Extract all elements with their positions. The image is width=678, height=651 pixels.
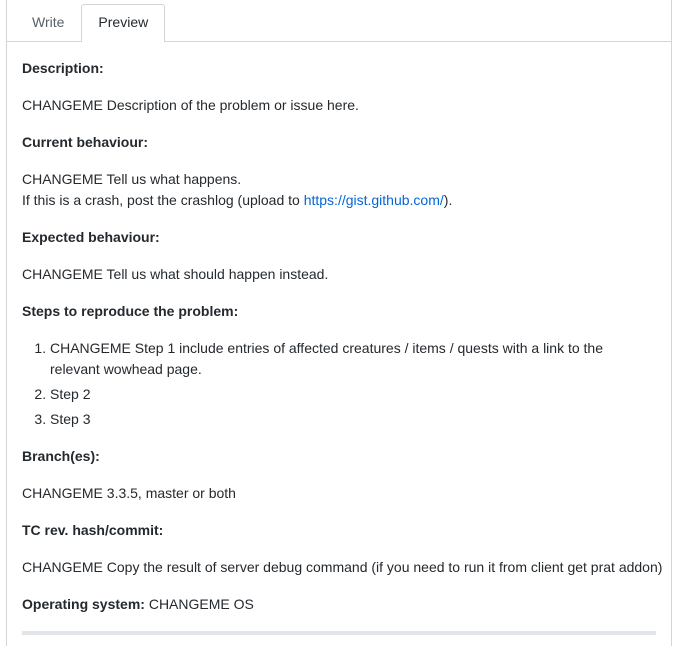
current-behaviour-line-1: CHANGEME Tell us what happens. [22,171,242,187]
tabnav-tabs [15,0,671,41]
list-item: 2. Step 2 [50,384,656,405]
tcrev-heading-paragraph [22,520,656,541]
horizontal-rule [22,631,656,635]
steps-heading-paragraph [22,301,656,322]
comment-form-container [6,0,672,646]
tcrev-text: CHANGEME Copy the result of server debug command (if you need to run it from client get prat addon) [22,559,663,575]
branch-text: CHANGEME 3.3.5, master or both [22,485,236,501]
tab-write[interactable]: Write [32,14,65,31]
operating-system-heading: Operating system: [22,596,145,612]
tab-preview[interactable]: Preview [81,4,165,42]
list-item: 1. CHANGEME Step 1 include entries of affected creatures / items / quests with a link to the relevant wowhead page. [50,338,656,380]
operating-system-paragraph [22,594,656,615]
steps-list [22,338,656,430]
steps-heading: Steps to reproduce the problem: [22,303,239,319]
expected-behaviour-heading-paragraph [22,227,656,248]
branch-heading: Branch(es): [22,448,100,464]
current-behaviour-heading: Current behaviour: [22,134,149,150]
current-behaviour-heading-paragraph [22,132,656,153]
branch-heading-paragraph [22,446,656,467]
description-heading-paragraph [22,58,656,79]
current-behaviour-text [22,169,656,211]
tabnav [7,0,671,42]
expected-behaviour-text: CHANGEME Tell us what should happen instead. [22,266,329,282]
tcrev-heading: TC rev. hash/commit: [22,522,164,538]
description-heading: Description: [22,60,104,76]
list-item: 3. Step 3 [50,409,656,430]
description-text: CHANGEME Description of the problem or issue here. [22,97,359,113]
markdown-preview-body [7,42,671,651]
current-behaviour-line-2-suffix: ). [443,192,453,208]
current-behaviour-line-2-prefix: If this is a crash, post the crashlog (upload to [22,192,304,208]
gist-link[interactable]: https://gist.github.com/ [303,192,444,208]
expected-behaviour-heading: Expected behaviour: [22,229,160,245]
operating-system-value: CHANGEME OS [144,596,254,612]
